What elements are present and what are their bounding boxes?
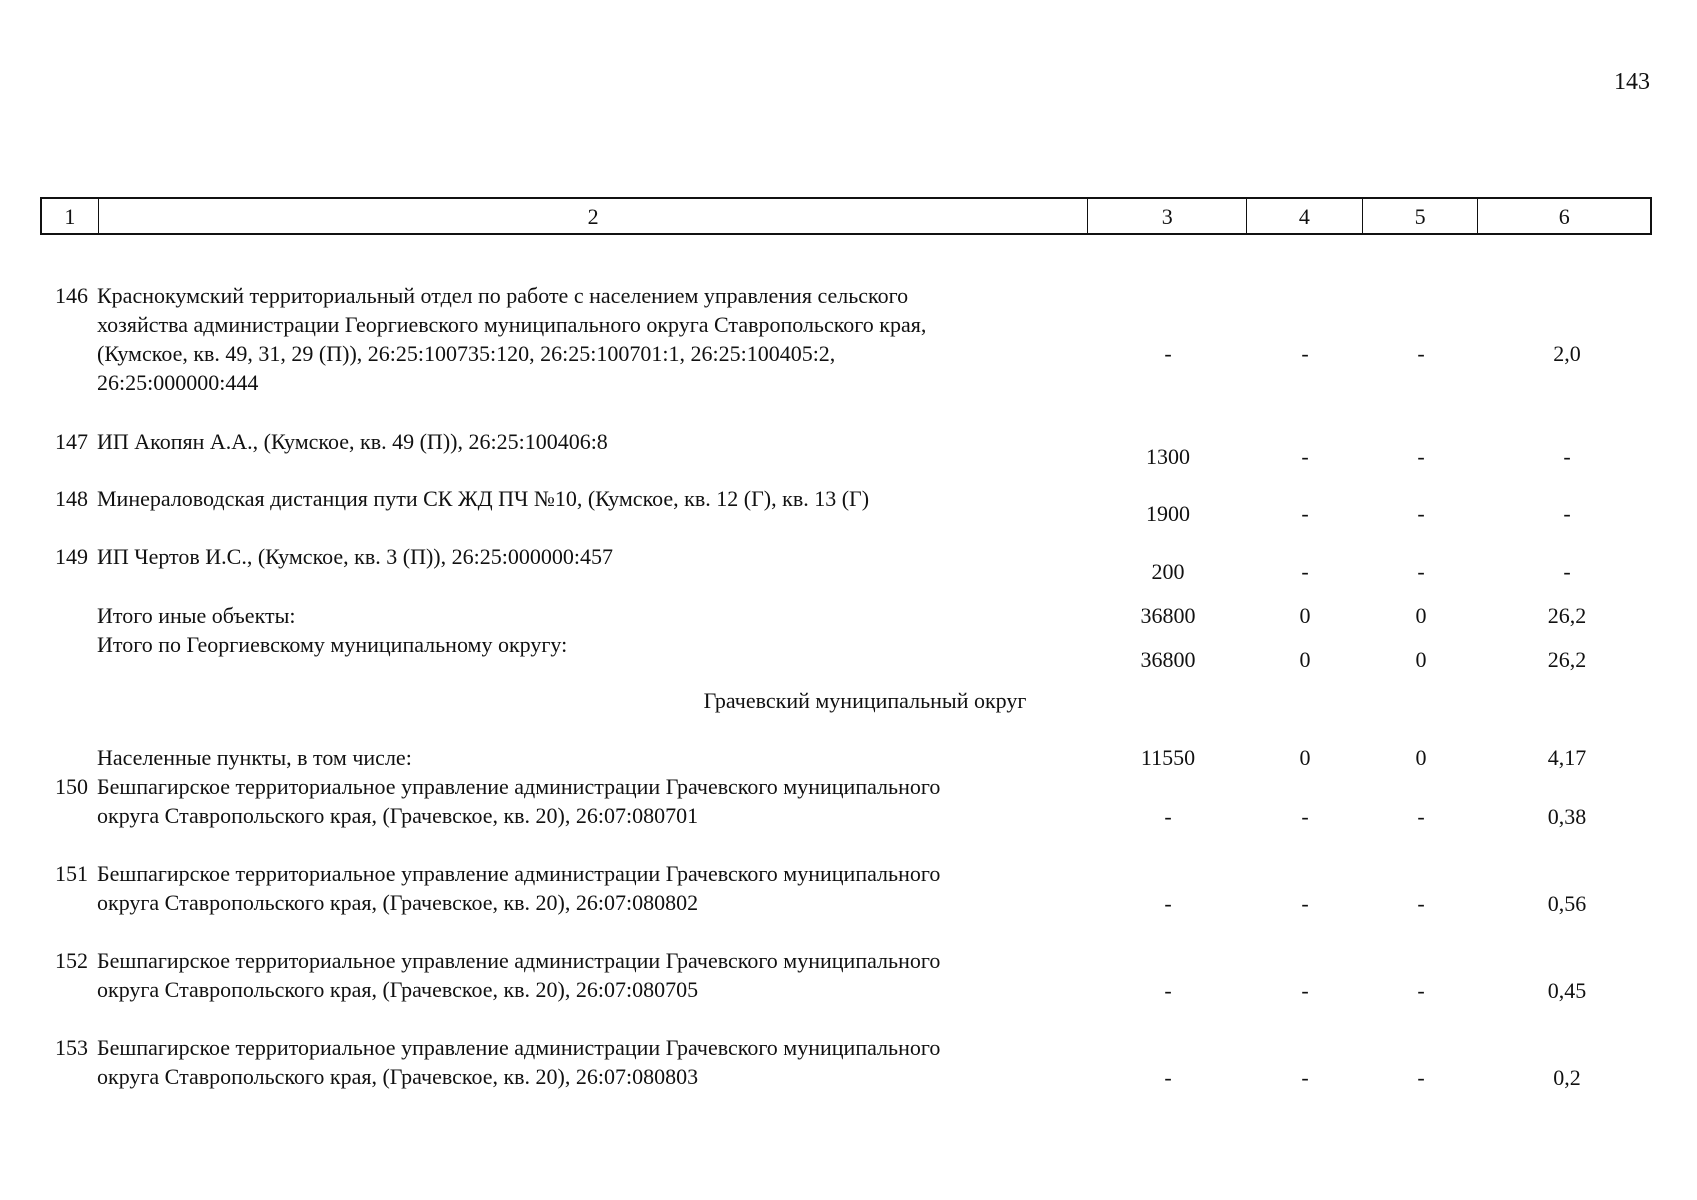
cell-col-5: - [1417, 804, 1425, 829]
cell-col-6: 0,38 [1547, 804, 1587, 829]
row-number: 153 [55, 1035, 88, 1060]
row-description [97, 484, 1057, 513]
row-number: 148 [55, 486, 88, 511]
cell-col-3: 1900 [1146, 501, 1190, 526]
header-col-3: 3 [1088, 199, 1247, 233]
cell-col-3: - [1164, 341, 1172, 366]
header-col-5: 5 [1363, 199, 1479, 233]
row-number: 149 [55, 544, 88, 569]
row-number: 146 [55, 283, 88, 308]
cell-col-5: 0 [1415, 745, 1427, 770]
row-description [97, 772, 1057, 830]
description-line: хозяйства администрации Георгиевского муниципального округа Ставропольского края, [97, 312, 927, 337]
cell-col-6: - [1563, 444, 1571, 469]
description-line: Бешпагирское территориальное управление администрации Грачевского муниципального [97, 861, 941, 886]
cell-col-6: 0,2 [1553, 1065, 1581, 1090]
row-description [97, 281, 1057, 397]
total-label: Итого по Георгиевскому муниципальному округу: [97, 632, 568, 657]
cell-col-3: - [1164, 804, 1172, 829]
cell-col-3: 36800 [1140, 647, 1196, 672]
row-number: 151 [55, 861, 88, 886]
description-line: округа Ставропольского края, (Грачевское, кв. 20), 26:07:080705 [97, 977, 699, 1002]
header-col-1: 1 [42, 199, 99, 233]
cell-col-4: - [1301, 559, 1309, 584]
description-line: ИП Акопян А.А., (Кумское, кв. 49 (П)), 26:25:100406:8 [97, 429, 608, 454]
row-description [97, 859, 1057, 917]
row-description [97, 1033, 1057, 1091]
row-description [97, 542, 1057, 571]
description-line: (Кумское, кв. 49, 31, 29 (П)), 26:25:100735:120, 26:25:100701:1, 26:25:100405:2, [97, 341, 836, 366]
cell-col-5: 0 [1415, 647, 1427, 672]
cell-col-4: - [1301, 1065, 1309, 1090]
cell-col-4: 0 [1299, 603, 1311, 628]
row-number: 152 [55, 948, 88, 973]
description-line: округа Ставропольского края, (Грачевское, кв. 20), 26:07:080803 [97, 1064, 699, 1089]
cell-col-5: - [1417, 444, 1425, 469]
row-number: 147 [55, 429, 88, 454]
cell-col-3: - [1164, 1065, 1172, 1090]
cell-col-6: 26,2 [1547, 647, 1587, 672]
header-col-4: 4 [1247, 199, 1363, 233]
subtotal-label: Населенные пункты, в том числе: [97, 745, 412, 770]
description-line: Бешпагирское территориальное управление администрации Грачевского муниципального [97, 948, 941, 973]
cell-col-6: 4,17 [1547, 745, 1587, 770]
cell-col-3: 1300 [1146, 444, 1190, 469]
row-number: 150 [55, 774, 88, 799]
cell-col-4: 0 [1299, 647, 1311, 672]
description-line: ИП Чертов И.С., (Кумское, кв. 3 (П)), 26:25:000000:457 [97, 544, 613, 569]
cell-col-5: - [1417, 559, 1425, 584]
cell-col-3: - [1164, 978, 1172, 1003]
cell-col-4: - [1301, 501, 1309, 526]
cell-col-6: - [1563, 559, 1571, 584]
header-col-2: 2 [99, 199, 1089, 233]
cell-col-5: - [1417, 978, 1425, 1003]
cell-col-4: - [1301, 341, 1309, 366]
cell-col-5: - [1417, 501, 1425, 526]
description-line: 26:25:000000:444 [97, 370, 259, 395]
cell-col-4: - [1301, 891, 1309, 916]
row-description [97, 946, 1057, 1004]
cell-col-3: 200 [1151, 559, 1185, 584]
description-line: Бешпагирское территориальное управление администрации Грачевского муниципального [97, 774, 941, 799]
cell-col-6: 26,2 [1547, 603, 1587, 628]
description-line: Бешпагирское территориальное управление администрации Грачевского муниципального [97, 1035, 941, 1060]
table-header [40, 197, 1652, 235]
cell-col-6: - [1563, 501, 1571, 526]
cell-col-6: 2,0 [1553, 341, 1581, 366]
cell-col-4: - [1301, 804, 1309, 829]
cell-col-3: 11550 [1140, 745, 1196, 770]
cell-col-3: 36800 [1140, 603, 1196, 628]
cell-col-5: - [1417, 1065, 1425, 1090]
cell-col-6: 0,45 [1547, 978, 1587, 1003]
page-number: 143 [1614, 69, 1650, 95]
cell-col-5: 0 [1415, 603, 1427, 628]
cell-col-5: - [1417, 341, 1425, 366]
cell-col-4: 0 [1299, 745, 1311, 770]
cell-col-6: 0,56 [1547, 891, 1587, 916]
header-col-6: 6 [1558, 203, 1570, 229]
description-line: округа Ставропольского края, (Грачевское, кв. 20), 26:07:080701 [97, 803, 699, 828]
description-line: округа Ставропольского края, (Грачевское, кв. 20), 26:07:080802 [97, 890, 699, 915]
row-description [97, 427, 1057, 456]
description-line: Краснокумский территориальный отдел по работе с населением управления сельского [97, 283, 909, 308]
description-line: Минераловодская дистанция пути СК ЖД ПЧ №10, (Кумское, кв. 12 (Г), кв. 13 (Г) [97, 486, 870, 511]
cell-col-3: - [1164, 891, 1172, 916]
cell-col-5: - [1417, 891, 1425, 916]
section-title: Грачевский муниципальный округ [703, 688, 1027, 713]
cell-col-4: - [1301, 978, 1309, 1003]
total-label: Итого иные объекты: [97, 603, 296, 628]
cell-col-4: - [1301, 444, 1309, 469]
